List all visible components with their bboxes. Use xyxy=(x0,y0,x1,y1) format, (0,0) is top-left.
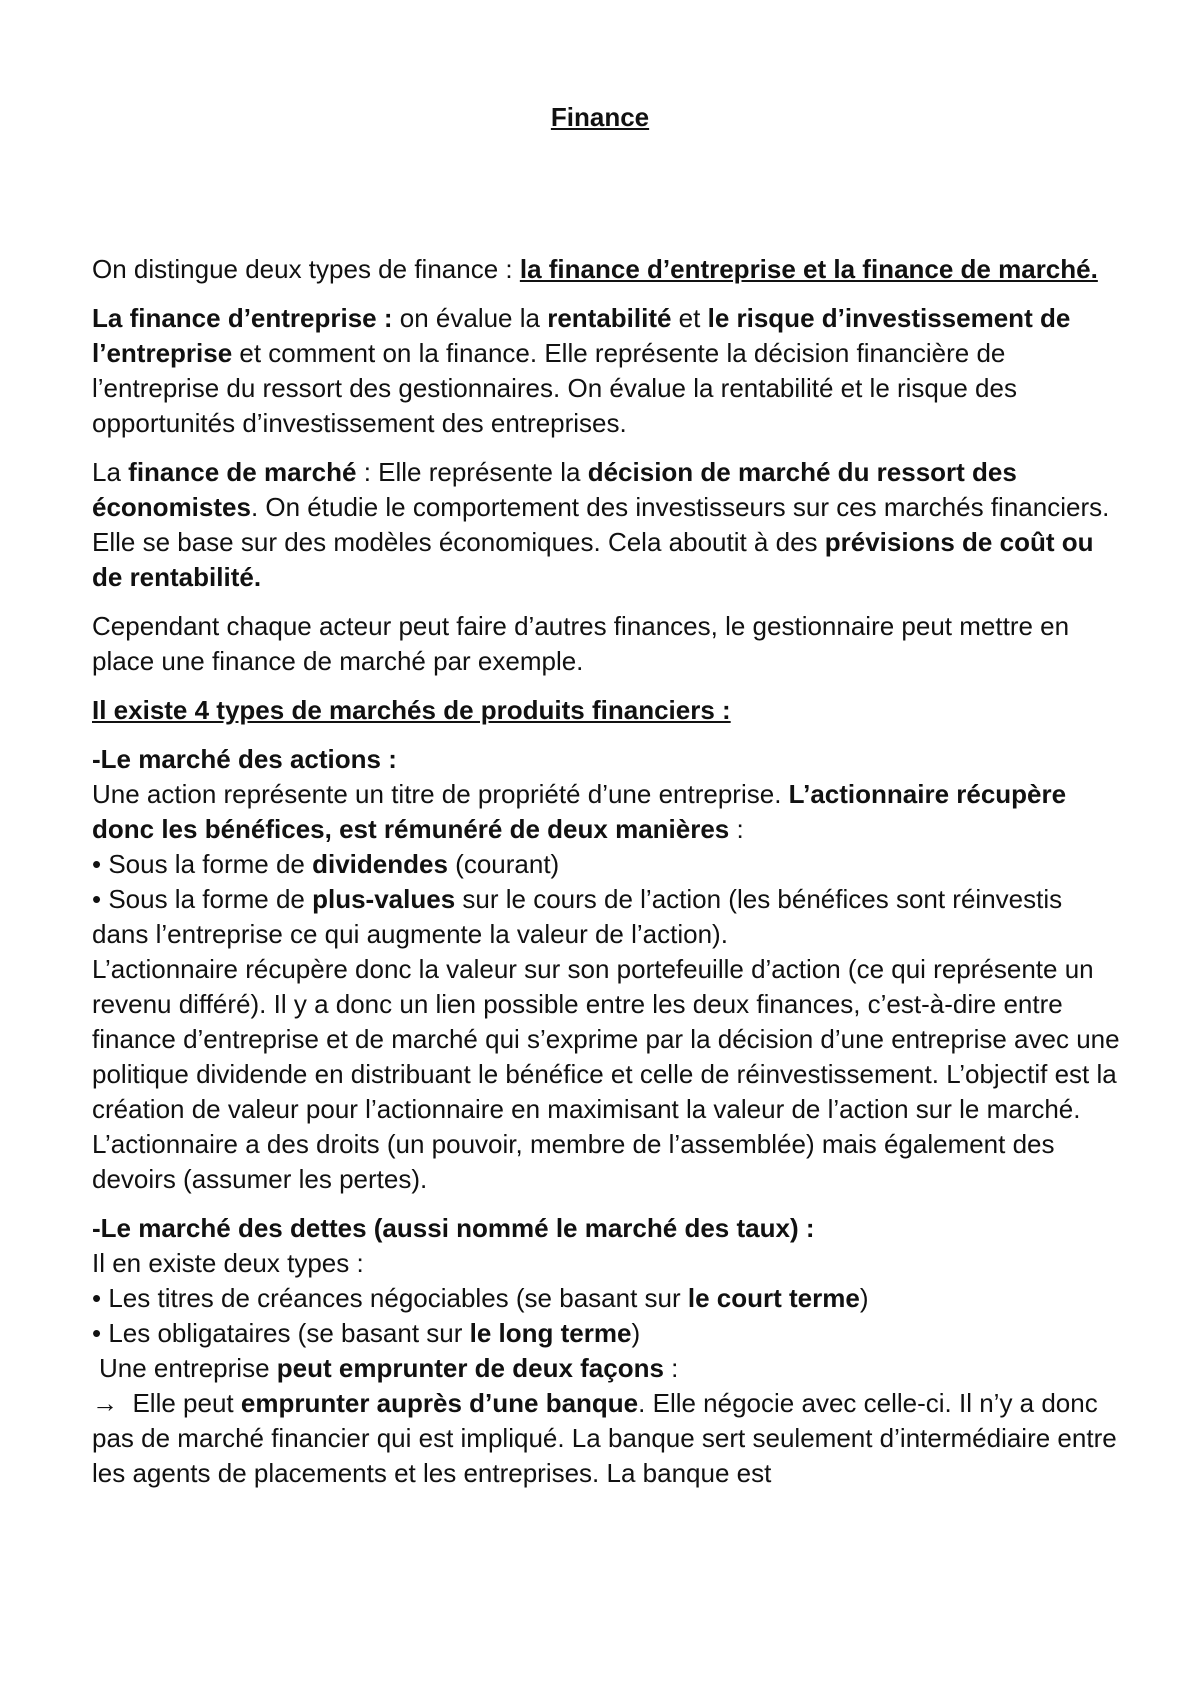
text-span: et xyxy=(671,303,708,333)
text-span: . On étudie le comportement des investisseurs sur ces marchés financiers. Elle se base sur des modèles économiques. Cela aboutit à des xyxy=(92,492,1110,557)
page-title: Finance xyxy=(550,102,650,132)
text-span: . Elle négocie avec celle-ci. Il n’y a donc pas de marché financier qui est impliqué. La banque sert seulement d’intermédiaire entre les agents de placements et les entreprises. La banque est xyxy=(92,1388,1117,1488)
actions-intro-line xyxy=(92,777,1122,847)
term-long-terme: le long terme xyxy=(469,1318,632,1348)
text-span: La xyxy=(92,457,129,487)
text-span: Une action représente un titre de propriété d’une entreprise. xyxy=(92,779,789,809)
term-dividendes: dividendes xyxy=(312,849,448,879)
actions-detail-paragraph: L’actionnaire récupère donc la valeur sur son portefeuille d’action (ce qui représente un revenu différé). Il y a donc un lien possible entre les deux finances, c’est-à-dire entre finance d’entreprise et de marché qui s’exprime par la décision d’une entreprise avec une politique dividende en distribuant le bénéfice et celle de réinvestissement. L’objectif est la création de valeur pour l’actionnaire en maximisant la valeur de l’action sur le marché. L’actionnaire a des droits (un pouvoir, membre de l’assemblée) mais également des devoirs (assumer les pertes). xyxy=(92,954,1120,1194)
text-span: • Les obligataires (se basant sur xyxy=(92,1318,470,1348)
text-span: : xyxy=(729,814,744,844)
dettes-heading-text: -Le marché des dettes (aussi nommé le marché des taux) : xyxy=(92,1213,815,1243)
text-span: Elle peut xyxy=(118,1388,241,1418)
bullet-obligataires xyxy=(92,1316,1122,1351)
term-finance-marche: finance de marché xyxy=(128,457,357,487)
intro-paragraph xyxy=(92,252,1122,287)
emprunter-line xyxy=(92,1351,1122,1386)
banque-paragraph xyxy=(92,1386,1122,1491)
actions-heading-text: -Le marché des actions : xyxy=(92,744,397,774)
term-plus-values: plus-values xyxy=(312,884,456,914)
text-span: • Les titres de créances négociables (se basant sur xyxy=(92,1283,688,1313)
term-decision-marche: décision de marché du ressort des économistes xyxy=(92,457,1017,522)
text-span: on évalue la xyxy=(392,303,548,333)
bullet-dividendes xyxy=(92,847,1122,882)
term-emprunter: peut emprunter de deux façons xyxy=(276,1353,664,1383)
term-finance-entreprise: La finance d’entreprise : xyxy=(92,303,393,333)
bullet-titres-creances xyxy=(92,1281,1122,1316)
text-span: ) xyxy=(631,1318,641,1348)
term-actionnaire: L’actionnaire récupère donc les bénéfices, est rémunéré de deux manières xyxy=(92,779,1067,844)
intro-highlight: la finance d’entreprise et la finance de marché. xyxy=(519,254,1098,284)
text-span: • Sous la forme de xyxy=(92,849,313,879)
document-body xyxy=(92,252,1122,1491)
finance-entreprise-paragraph xyxy=(92,301,1122,441)
text-span: ) xyxy=(859,1283,869,1313)
term-previsions: prévisions de coût ou de rentabilité. xyxy=(92,527,1094,592)
cependant-paragraph: Cependant chaque acteur peut faire d’autres finances, le gestionnaire peut mettre en place une finance de marché par exemple. xyxy=(92,611,1070,676)
section-heading-types xyxy=(92,693,1122,728)
actions-heading xyxy=(92,742,1122,777)
text-span: et comment on la finance. Elle représente la décision financière de l’entreprise du ressort des gestionnaires. On évalue la rentabilité et le risque des opportunités d’investissement des entreprises. xyxy=(92,338,1017,438)
intro-text: On distingue deux types de finance : xyxy=(92,254,520,284)
finance-marche-paragraph xyxy=(92,455,1122,595)
text-span: (courant) xyxy=(447,849,560,879)
term-court-terme: le court terme xyxy=(687,1283,860,1313)
text-span: Une entreprise xyxy=(99,1353,277,1383)
term-banque: emprunter auprès d’une banque xyxy=(240,1388,639,1418)
term-risque: le risque d’investissement de l’entreprise xyxy=(92,303,1071,368)
bullet-plus-values xyxy=(92,882,1122,952)
dettes-heading xyxy=(92,1211,1122,1246)
text-span: : Elle représente la xyxy=(356,457,588,487)
types-heading-text: Il existe 4 types de marchés de produits financiers : xyxy=(92,695,731,725)
arrow-icon: → xyxy=(92,1388,118,1418)
text-span: sur le cours de l’action (les bénéfices sont réinvestis dans l’entreprise ce qui augmente la valeur de l’action). xyxy=(92,884,1063,949)
term-rentabilite: rentabilité xyxy=(547,303,672,333)
dettes-types-line: Il en existe deux types : xyxy=(92,1248,364,1278)
text-span: : xyxy=(663,1353,679,1383)
text-span: • Sous la forme de xyxy=(92,884,313,914)
